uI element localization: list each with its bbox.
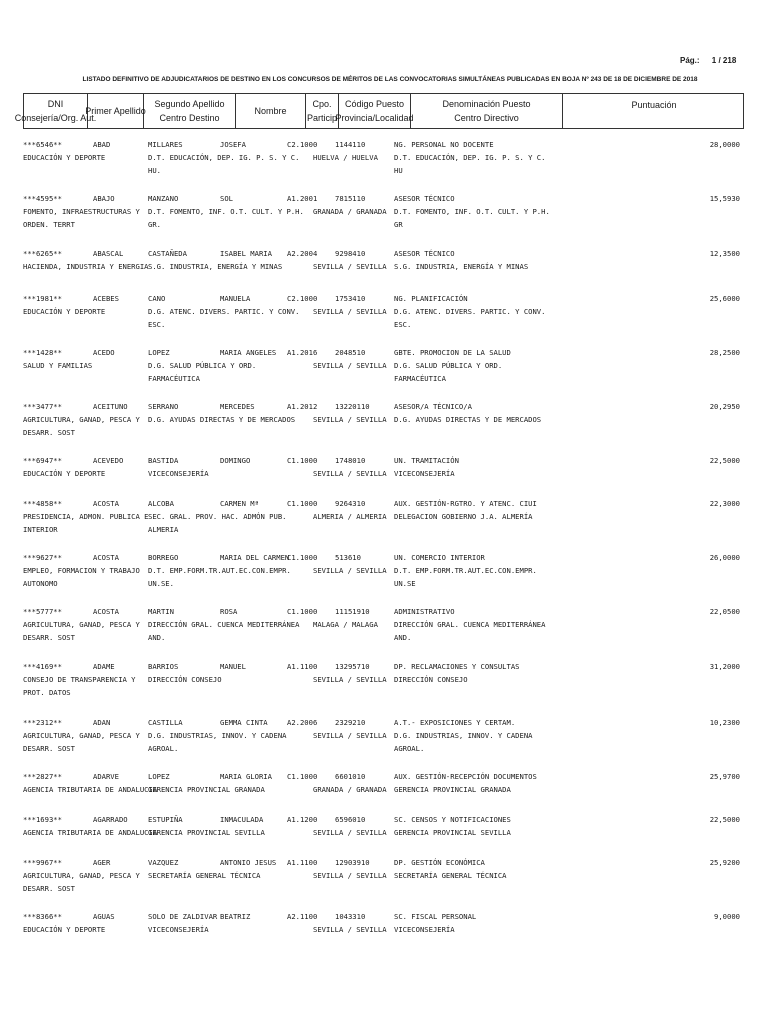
centro-directivo-cell: DIRECCIÓN GRAL. CUENCA MEDITERRÁNEA — [394, 620, 546, 629]
consejeria-cell: EDUCACIÓN Y DEPORTE — [23, 153, 106, 162]
segundo-apellido-cell: MARTIN — [148, 607, 174, 616]
primer-apellido-cell: ACOSTA — [93, 553, 119, 562]
provincia-localidad-cell: SEVILLA / SEVILLA — [313, 675, 387, 684]
puntuacion-cell: 26,0000 — [709, 553, 740, 562]
codigo-puesto-cell: 13220110 — [335, 402, 370, 411]
consejeria-cell: AGRICULTURA, GANAD, PESCA Y — [23, 731, 140, 740]
table-row — [23, 551, 744, 591]
dni-cell: ***1981** — [23, 294, 62, 303]
centro-destino-cell: ALMERIA — [148, 525, 179, 534]
codigo-puesto-cell: 11151910 — [335, 607, 370, 616]
centro-destino-cell: D.T. EMP.FORM.TR.AUT.EC.CON.EMPR. — [148, 566, 291, 575]
dni-cell: ***6947** — [23, 456, 62, 465]
denominacion-cell: UN. TRAMITACIÓN — [394, 456, 459, 465]
denominacion-cell: NG. PLANIFICACIÓN — [394, 294, 468, 303]
centro-directivo-cell: UN.SE — [394, 579, 416, 588]
consejeria-cell: DESARR. SOST — [23, 744, 75, 753]
codigo-puesto-cell: 2329210 — [335, 718, 366, 727]
cpo-cell: A2.2006 — [287, 718, 318, 727]
provincia-localidad-cell: GRANADA / GRANADA — [313, 785, 387, 794]
puntuacion-cell: 9,0000 — [714, 912, 740, 921]
table-row — [23, 247, 744, 287]
centro-destino-cell: VICECONSEJERÍA — [148, 469, 209, 478]
primer-apellido-cell: ABAD — [93, 140, 111, 149]
segundo-apellido-cell: LOPEZ — [148, 772, 170, 781]
nombre-cell: MANUELA — [220, 294, 251, 303]
header-denominacion-label: Denominación Puesto — [442, 99, 531, 109]
centro-destino-cell: AGROAL. — [148, 744, 179, 753]
centro-directivo-cell: VICECONSEJERÍA — [394, 925, 455, 934]
primer-apellido-cell: ABAJO — [93, 194, 115, 203]
primer-apellido-cell: ACEDO — [93, 348, 115, 357]
codigo-puesto-cell: 6601010 — [335, 772, 366, 781]
provincia-localidad-cell: SEVILLA / SEVILLA — [313, 262, 387, 271]
primer-apellido-cell: ADAN — [93, 718, 111, 727]
provincia-localidad-cell: SEVILLA / SEVILLA — [313, 566, 387, 575]
segundo-apellido-cell: BARRIOS — [148, 662, 179, 671]
provincia-localidad-cell: SEVILLA / SEVILLA — [313, 469, 387, 478]
codigo-puesto-cell: 9298410 — [335, 249, 366, 258]
header-centro-destino-label: Centro Destino — [159, 113, 220, 123]
table-row — [23, 346, 744, 386]
primer-apellido-cell: ABASCAL — [93, 249, 124, 258]
consejeria-cell: AGRICULTURA, GANAD, PESCA Y — [23, 415, 140, 424]
segundo-apellido-cell: BORREGO — [148, 553, 179, 562]
primer-apellido-cell: ACOSTA — [93, 607, 119, 616]
cpo-cell: C1.1000 — [287, 456, 318, 465]
table-row — [23, 192, 744, 232]
centro-destino-cell: DIRECCIÓN GRAL. CUENCA MEDITERRÁNEA — [148, 620, 300, 629]
puntuacion-cell: 22,5000 — [709, 456, 740, 465]
nombre-cell: INMACULADA — [220, 815, 264, 824]
provincia-localidad-cell: SEVILLA / SEVILLA — [313, 871, 387, 880]
provincia-localidad-cell: ALMERIA / ALMERIA — [313, 512, 387, 521]
codigo-puesto-cell: 1748010 — [335, 456, 366, 465]
table-row — [23, 454, 744, 494]
nombre-cell: ISABEL MARIA — [220, 249, 272, 258]
cpo-cell: A1.2012 — [287, 402, 318, 411]
nombre-cell: ROSA — [220, 607, 238, 616]
segundo-apellido-cell: MILLARES — [148, 140, 183, 149]
segundo-apellido-cell: BASTIDA — [148, 456, 179, 465]
consejeria-cell: PRESIDENCIA, ADMON. PUBLICA E — [23, 512, 149, 521]
cpo-cell: A1.1200 — [287, 815, 318, 824]
cpo-cell: A2.2004 — [287, 249, 318, 258]
primer-apellido-cell: ACEBES — [93, 294, 119, 303]
consejeria-cell: AGRICULTURA, GANAD, PESCA Y — [23, 871, 140, 880]
codigo-puesto-cell: 12903910 — [335, 858, 370, 867]
page-number — [680, 56, 736, 65]
provincia-localidad-cell: GRANADA / GRANADA — [313, 207, 387, 216]
header-particip-label: Particip — [306, 113, 337, 123]
puntuacion-cell: 22,3000 — [709, 499, 740, 508]
dni-cell: ***4858** — [23, 499, 62, 508]
header-codigo — [335, 94, 414, 128]
centro-directivo-cell: GERENCIA PROVINCIAL GRANADA — [394, 785, 511, 794]
denominacion-cell: DP. GESTIÓN ECONÓMICA — [394, 858, 485, 867]
nombre-cell: MARIA GLORIA — [220, 772, 272, 781]
nombre-cell: MERCEDES — [220, 402, 255, 411]
centro-directivo-cell: D.G. SALUD PÚBLICA Y ORD. — [394, 361, 503, 370]
provincia-localidad-cell: HUELVA / HUELVA — [313, 153, 378, 162]
segundo-apellido-cell: CASTILLA — [148, 718, 183, 727]
codigo-puesto-cell: 513610 — [335, 553, 361, 562]
consejeria-cell: INTERIOR — [23, 525, 58, 534]
header-nombre — [236, 94, 306, 128]
provincia-localidad-cell: SEVILLA / SEVILLA — [313, 925, 387, 934]
primer-apellido-cell: ACOSTA — [93, 499, 119, 508]
table-row — [23, 716, 744, 756]
centro-destino-cell: FARMACÉUTICA — [148, 374, 200, 383]
header-centro-directivo-label: Centro Directivo — [454, 113, 519, 123]
puntuacion-cell: 25,6000 — [709, 294, 740, 303]
centro-directivo-cell: AND. — [394, 633, 412, 642]
table-row — [23, 660, 744, 700]
consejeria-cell: AGENCIA TRIBUTARIA DE ANDALUCIA — [23, 828, 158, 837]
centro-destino-cell: SECRETARÍA GENERAL TÉCNICA — [148, 871, 261, 880]
header-cpo — [306, 94, 339, 128]
dni-cell: ***1693** — [23, 815, 62, 824]
centro-destino-cell: D.G. SALUD PÚBLICA Y ORD. — [148, 361, 257, 370]
dni-cell: ***6546** — [23, 140, 62, 149]
codigo-puesto-cell: 7815110 — [335, 194, 366, 203]
centro-directivo-cell: D.T. EDUCACIÓN, DEP. IG. P. S. Y C. — [394, 153, 546, 162]
header-dni-label: DNI — [47, 99, 64, 109]
centro-directivo-cell: HU — [394, 166, 403, 175]
provincia-localidad-cell: SEVILLA / SEVILLA — [313, 307, 387, 316]
table-row — [23, 292, 744, 332]
cpo-cell: C1.1000 — [287, 772, 318, 781]
primer-apellido-cell: AGUAS — [93, 912, 115, 921]
table-row — [23, 813, 744, 853]
dni-cell: ***1428** — [23, 348, 62, 357]
header-codigo-label: Código Puesto — [344, 99, 405, 109]
consejeria-cell: EDUCACIÓN Y DEPORTE — [23, 925, 106, 934]
segundo-apellido-cell: CANO — [148, 294, 166, 303]
consejeria-cell: PROT. DATOS — [23, 688, 71, 697]
centro-directivo-cell: D.T. FOMENTO, INF. O.T. CULT. Y P.H. — [394, 207, 550, 216]
centro-directivo-cell: D.G. AYUDAS DIRECTAS Y DE MERCADOS — [394, 415, 542, 424]
dni-cell: ***9967** — [23, 858, 62, 867]
table-header — [14, 93, 744, 129]
nombre-cell: JOSEFA — [220, 140, 246, 149]
provincia-localidad-cell: SEVILLA / SEVILLA — [313, 361, 387, 370]
cpo-cell: A1.1100 — [287, 662, 318, 671]
header-consejeria-label: Consejería/Org. Aut. — [14, 113, 97, 123]
nombre-cell: ANTONIO JESUS — [220, 858, 277, 867]
segundo-apellido-cell: SOLO DE ZALDIVAR — [148, 912, 218, 921]
centro-destino-cell: AND. — [148, 633, 166, 642]
cpo-cell: C1.1000 — [287, 553, 318, 562]
segundo-apellido-cell: LOPEZ — [148, 348, 170, 357]
puntuacion-cell: 28,0000 — [709, 140, 740, 149]
consejeria-cell: DESARR. SOST — [23, 633, 75, 642]
denominacion-cell: AUX. GESTIÓN-RGTRO. Y ATENC. CIUI — [394, 499, 537, 508]
provincia-localidad-cell: SEVILLA / SEVILLA — [313, 731, 387, 740]
codigo-puesto-cell: 1753410 — [335, 294, 366, 303]
provincia-localidad-cell: SEVILLA / SEVILLA — [313, 415, 387, 424]
centro-destino-cell: D.T. FOMENTO, INF. O.T. CULT. Y P.H. — [148, 207, 304, 216]
denominacion-cell: ASESOR TÉCNICO — [394, 249, 455, 258]
centro-destino-cell: VICECONSEJERÍA — [148, 925, 209, 934]
provincia-localidad-cell: SEVILLA / SEVILLA — [313, 828, 387, 837]
codigo-puesto-cell: 2048510 — [335, 348, 366, 357]
primer-apellido-cell: ADAME — [93, 662, 115, 671]
primer-apellido-cell: ADARVE — [93, 772, 119, 781]
header-dni — [14, 94, 97, 128]
header-puntuacion-label: Puntuación — [631, 100, 677, 110]
table-row — [23, 400, 744, 440]
dni-cell: ***5777** — [23, 607, 62, 616]
cpo-cell: C2.1000 — [287, 140, 318, 149]
header-denominacion — [411, 94, 563, 128]
dni-cell: ***9627** — [23, 553, 62, 562]
codigo-puesto-cell: 1144110 — [335, 140, 366, 149]
centro-destino-cell: ESC. — [148, 320, 166, 329]
centro-directivo-cell: GR — [394, 220, 403, 229]
puntuacion-cell: 22,5000 — [709, 815, 740, 824]
cpo-cell: A1.2016 — [287, 348, 318, 357]
centro-directivo-cell: DELEGACION GOBIERNO J.A. ALMERÍA — [394, 512, 533, 521]
dni-cell: ***2827** — [23, 772, 62, 781]
nombre-cell: MANUEL — [220, 662, 246, 671]
primer-apellido-cell: AGARRADO — [93, 815, 128, 824]
consejeria-cell: CONSEJO DE TRANSPARENCIA Y — [23, 675, 136, 684]
header-primer-apellido-label: Primer Apellido — [85, 106, 146, 116]
segundo-apellido-cell: CASTAÑEDA — [148, 249, 187, 258]
page-number-value: 1 / 218 — [711, 56, 737, 65]
codigo-puesto-cell: 6596010 — [335, 815, 366, 824]
cpo-cell: C2.1000 — [287, 294, 318, 303]
centro-destino-cell: GERENCIA PROVINCIAL SEVILLA — [148, 828, 265, 837]
centro-directivo-cell: GERENCIA PROVINCIAL SEVILLA — [394, 828, 511, 837]
centro-destino-cell: HU. — [148, 166, 161, 175]
consejeria-cell: EDUCACIÓN Y DEPORTE — [23, 307, 106, 316]
denominacion-cell: DP. RECLAMACIONES Y CONSULTAS — [394, 662, 520, 671]
table-row — [23, 856, 744, 896]
dni-cell: ***4595** — [23, 194, 62, 203]
puntuacion-cell: 15,5930 — [709, 194, 740, 203]
header-cpo-label: Cpo. — [312, 99, 332, 109]
segundo-apellido-cell: SERRANO — [148, 402, 179, 411]
puntuacion-cell: 25,9200 — [709, 858, 740, 867]
table-row — [23, 605, 744, 645]
puntuacion-cell: 22,0500 — [709, 607, 740, 616]
denominacion-cell: GBTE. PROMOCION DE LA SALUD — [394, 348, 511, 357]
puntuacion-cell: 25,9700 — [709, 772, 740, 781]
nombre-cell: CARMEN Mª — [220, 499, 259, 508]
consejeria-cell: EMPLEO, FORMACION Y TRABAJO — [23, 566, 140, 575]
table-row — [23, 910, 744, 950]
codigo-puesto-cell: 9264310 — [335, 499, 366, 508]
table-row — [23, 138, 744, 178]
puntuacion-cell: 28,2500 — [709, 348, 740, 357]
centro-destino-cell: GR. — [148, 220, 161, 229]
consejeria-cell: ORDEN. TERRT — [23, 220, 75, 229]
document-title: LISTADO DEFINITIVO DE ADJUDICATARIOS DE DESTINO EN LOS CONCURSOS DE MÉRITOS DE LAS CONVOCATORIAS SIMULTÁNEAS PUBLICADAS EN BOJA Nº 243 DE 18 DE DICIEMBRE DE 2018 — [82, 76, 698, 83]
centro-directivo-cell: DIRECCIÓN CONSEJO — [394, 675, 468, 684]
table-row — [23, 770, 744, 810]
dni-cell: ***3477** — [23, 402, 62, 411]
segundo-apellido-cell: MANZANO — [148, 194, 179, 203]
nombre-cell: MARIA DEL CARMEN — [220, 553, 290, 562]
cpo-cell: A2.1100 — [287, 912, 318, 921]
puntuacion-cell: 20,2950 — [709, 402, 740, 411]
centro-directivo-cell: AGROAL. — [394, 744, 425, 753]
dni-cell: ***6265** — [23, 249, 62, 258]
segundo-apellido-cell: ALCOBA — [148, 499, 174, 508]
denominacion-cell: NG. PERSONAL NO DOCENTE — [394, 140, 494, 149]
segundo-apellido-cell: VAZQUEZ — [148, 858, 179, 867]
nombre-cell: GEMMA CINTA — [220, 718, 268, 727]
dni-cell: ***2312** — [23, 718, 62, 727]
centro-destino-cell: GERENCIA PROVINCIAL GRANADA — [148, 785, 265, 794]
consejeria-cell: HACIENDA, INDUSTRIA Y ENERGIA — [23, 262, 149, 271]
cpo-cell: C1.1000 — [287, 499, 318, 508]
centro-destino-cell: S.G. INDUSTRIA, ENERGÍA Y MINAS — [148, 262, 283, 271]
header-puntuacion — [563, 94, 745, 128]
consejeria-cell: FOMENTO, INFRAESTRUCTURAS Y — [23, 207, 140, 216]
centro-directivo-cell: D.T. EMP.FORM.TR.AUT.EC.CON.EMPR. — [394, 566, 537, 575]
primer-apellido-cell: AGER — [93, 858, 111, 867]
denominacion-cell: A.T.- EXPOSICIONES Y CERTAM. — [394, 718, 516, 727]
consejeria-cell: AGRICULTURA, GANAD, PESCA Y — [23, 620, 140, 629]
puntuacion-cell: 31,2000 — [709, 662, 740, 671]
centro-directivo-cell: VICECONSEJERÍA — [394, 469, 455, 478]
centro-destino-cell: UN.SE. — [148, 579, 174, 588]
puntuacion-cell: 10,2300 — [709, 718, 740, 727]
primer-apellido-cell: ACEITUNO — [93, 402, 128, 411]
consejeria-cell: AUTONOMO — [23, 579, 58, 588]
provincia-localidad-cell: MALAGA / MALAGA — [313, 620, 378, 629]
centro-directivo-cell: SECRETARÍA GENERAL TÉCNICA — [394, 871, 507, 880]
centro-directivo-cell: S.G. INDUSTRIA, ENERGÍA Y MINAS — [394, 262, 529, 271]
cpo-cell: A1.1100 — [287, 858, 318, 867]
cpo-cell: A1.2001 — [287, 194, 318, 203]
codigo-puesto-cell: 13295710 — [335, 662, 370, 671]
header-segundo-apellido — [144, 94, 236, 128]
segundo-apellido-cell: ESTUPIÑA — [148, 815, 183, 824]
denominacion-cell: SC. CENSOS Y NOTIFICACIONES — [394, 815, 511, 824]
centro-destino-cell: SEC. GRAL. PROV. HAC. ADMÓN PUB. — [148, 512, 287, 521]
denominacion-cell: ASESOR TÉCNICO — [394, 194, 455, 203]
centro-destino-cell: D.G. INDUSTRIAS, INNOV. Y CADENA — [148, 731, 287, 740]
centro-destino-cell: D.G. AYUDAS DIRECTAS Y DE MERCADOS — [148, 415, 296, 424]
centro-directivo-cell: D.G. INDUSTRIAS, INNOV. Y CADENA — [394, 731, 533, 740]
consejeria-cell: SALUD Y FAMILIAS — [23, 361, 93, 370]
consejeria-cell: AGENCIA TRIBUTARIA DE ANDALUCIA — [23, 785, 158, 794]
dni-cell: ***8366** — [23, 912, 62, 921]
cpo-cell: C1.1000 — [287, 607, 318, 616]
centro-directivo-cell: ESC. — [394, 320, 412, 329]
denominacion-cell: SC. FISCAL PERSONAL — [394, 912, 477, 921]
header-primer-apellido — [85, 94, 146, 128]
nombre-cell: DOMINGO — [220, 456, 251, 465]
centro-destino-cell: D.G. ATENC. DIVERS. PARTIC. Y CONV. — [148, 307, 300, 316]
denominacion-cell: UN. COMERCIO INTERIOR — [394, 553, 485, 562]
nombre-cell: SOL — [220, 194, 233, 203]
table-row — [23, 497, 744, 537]
consejeria-cell: EDUCACIÓN Y DEPORTE — [23, 469, 106, 478]
header-segundo-apellido-label: Segundo Apellido — [154, 99, 225, 109]
denominacion-cell: ASESOR/A TÉCNICO/A — [394, 402, 472, 411]
consejeria-cell: DESARR. SOST — [23, 884, 75, 893]
primer-apellido-cell: ACEVEDO — [93, 456, 124, 465]
header-provincia-label: Provincia/Localidad — [335, 113, 414, 123]
denominacion-cell: ADMINISTRATIVO — [394, 607, 455, 616]
centro-directivo-cell: FARMACÉUTICA — [394, 374, 446, 383]
centro-destino-cell: DIRECCIÓN CONSEJO — [148, 675, 222, 684]
header-nombre-label: Nombre — [254, 106, 287, 116]
consejeria-cell: DESARR. SOST — [23, 428, 75, 437]
codigo-puesto-cell: 1043310 — [335, 912, 366, 921]
centro-destino-cell: D.T. EDUCACIÓN, DEP. IG. P. S. Y C. — [148, 153, 300, 162]
nombre-cell: BEATRIZ — [220, 912, 251, 921]
puntuacion-cell: 12,3500 — [709, 249, 740, 258]
denominacion-cell: AUX. GESTIÓN-RECEPCIÓN DOCUMENTOS — [394, 772, 537, 781]
page-number-label: Pág.: — [680, 56, 700, 65]
nombre-cell: MARIA ANGELES — [220, 348, 277, 357]
centro-directivo-cell: D.G. ATENC. DIVERS. PARTIC. Y CONV. — [394, 307, 546, 316]
dni-cell: ***4169** — [23, 662, 62, 671]
